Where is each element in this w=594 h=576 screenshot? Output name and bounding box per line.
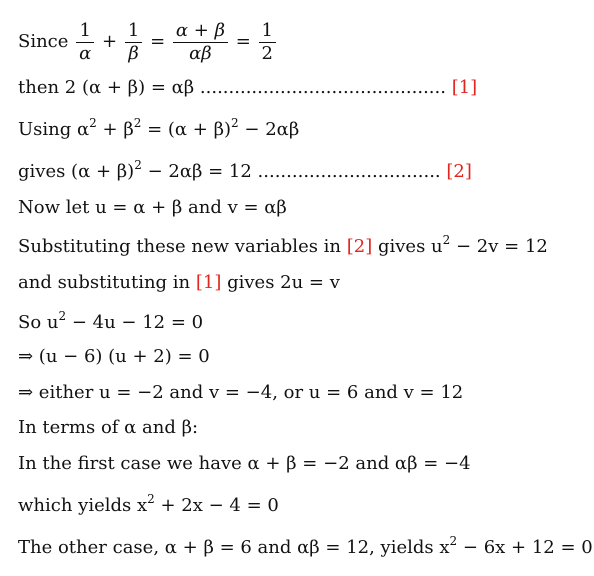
exponent: 2 <box>133 116 142 130</box>
since-word: Since <box>18 31 69 52</box>
text-segment: gives (α + β) <box>18 161 135 182</box>
fraction-sum-over-product: $\frac{\alpha + \beta}{\alpha\beta}$ <box>173 20 228 65</box>
identity-line <box>18 118 299 142</box>
equation-2-line <box>18 160 472 184</box>
text-segment: gives 2u = v <box>221 272 340 293</box>
text-segment: − 4u − 12 = 0 <box>66 312 204 333</box>
text-segment: which yields x <box>18 495 148 516</box>
equals-sign: = <box>235 31 251 52</box>
equation-ref-1: [1] <box>451 77 478 98</box>
leader-dots: ........................................... <box>199 77 446 98</box>
equation-1-line <box>18 76 477 100</box>
exponent: 2 <box>147 492 155 506</box>
text-segment: and substituting in <box>18 272 196 293</box>
substituting-line-2 <box>18 271 340 295</box>
fraction-one-over-beta: $\frac{1}{\beta}$ <box>125 20 142 65</box>
text-segment: + β <box>96 119 134 140</box>
first-case-result <box>18 494 279 518</box>
text-segment: Using α <box>18 119 90 140</box>
text-segment: gives u <box>372 236 443 257</box>
equals-sign: = <box>150 31 166 52</box>
exponent: 2 <box>58 309 67 323</box>
substitution-line: Now let u = α + β and v = αβ <box>18 197 287 218</box>
terms-heading: In terms of α and β: <box>18 417 199 438</box>
text-segment: Substituting these new variables in <box>18 236 347 257</box>
text-segment: The other case, α + β = 6 and αβ = 12, yields x <box>18 537 450 558</box>
exponent: 2 <box>449 534 458 548</box>
quadratic-line <box>18 311 203 335</box>
leader-dots: ................................ <box>257 161 441 182</box>
since-line <box>18 18 278 66</box>
exponent: 2 <box>89 116 97 130</box>
first-case-line: In the first case we have α + β = −2 and αβ = −4 <box>18 453 471 474</box>
factored-line: ⇒ (u − 6) (u + 2) = 0 <box>18 346 210 367</box>
text-segment: + 2x − 4 = 0 <box>154 495 279 516</box>
fraction-one-over-alpha: $\frac{1}{\alpha}$ <box>76 20 94 65</box>
text-segment: − 2αβ = 12 <box>141 161 252 182</box>
equation-ref-2: [2] <box>346 236 373 257</box>
exponent: 2 <box>231 116 239 130</box>
exponent: 2 <box>442 233 451 247</box>
text-segment: So u <box>18 312 59 333</box>
equation-ref-1: [1] <box>195 272 222 293</box>
fraction-one-half: $\frac{1}{2}$ <box>259 20 276 65</box>
text-segment: − 6x + 12 = 0 <box>457 537 593 558</box>
second-case-line <box>18 536 593 560</box>
equation-ref-2: [2] <box>446 161 472 182</box>
text-segment: − 2αβ <box>238 119 300 140</box>
exponent: 2 <box>134 158 142 172</box>
text-segment: − 2v = 12 <box>450 236 548 257</box>
substituting-line-1 <box>18 235 548 259</box>
text-segment: = (α + β) <box>141 119 232 140</box>
solutions-line: ⇒ either u = −2 and v = −4, or u = 6 and v = 12 <box>18 382 464 403</box>
equation-text: then 2 (α + β) = αβ <box>18 77 195 98</box>
plus-sign: + <box>102 31 118 52</box>
